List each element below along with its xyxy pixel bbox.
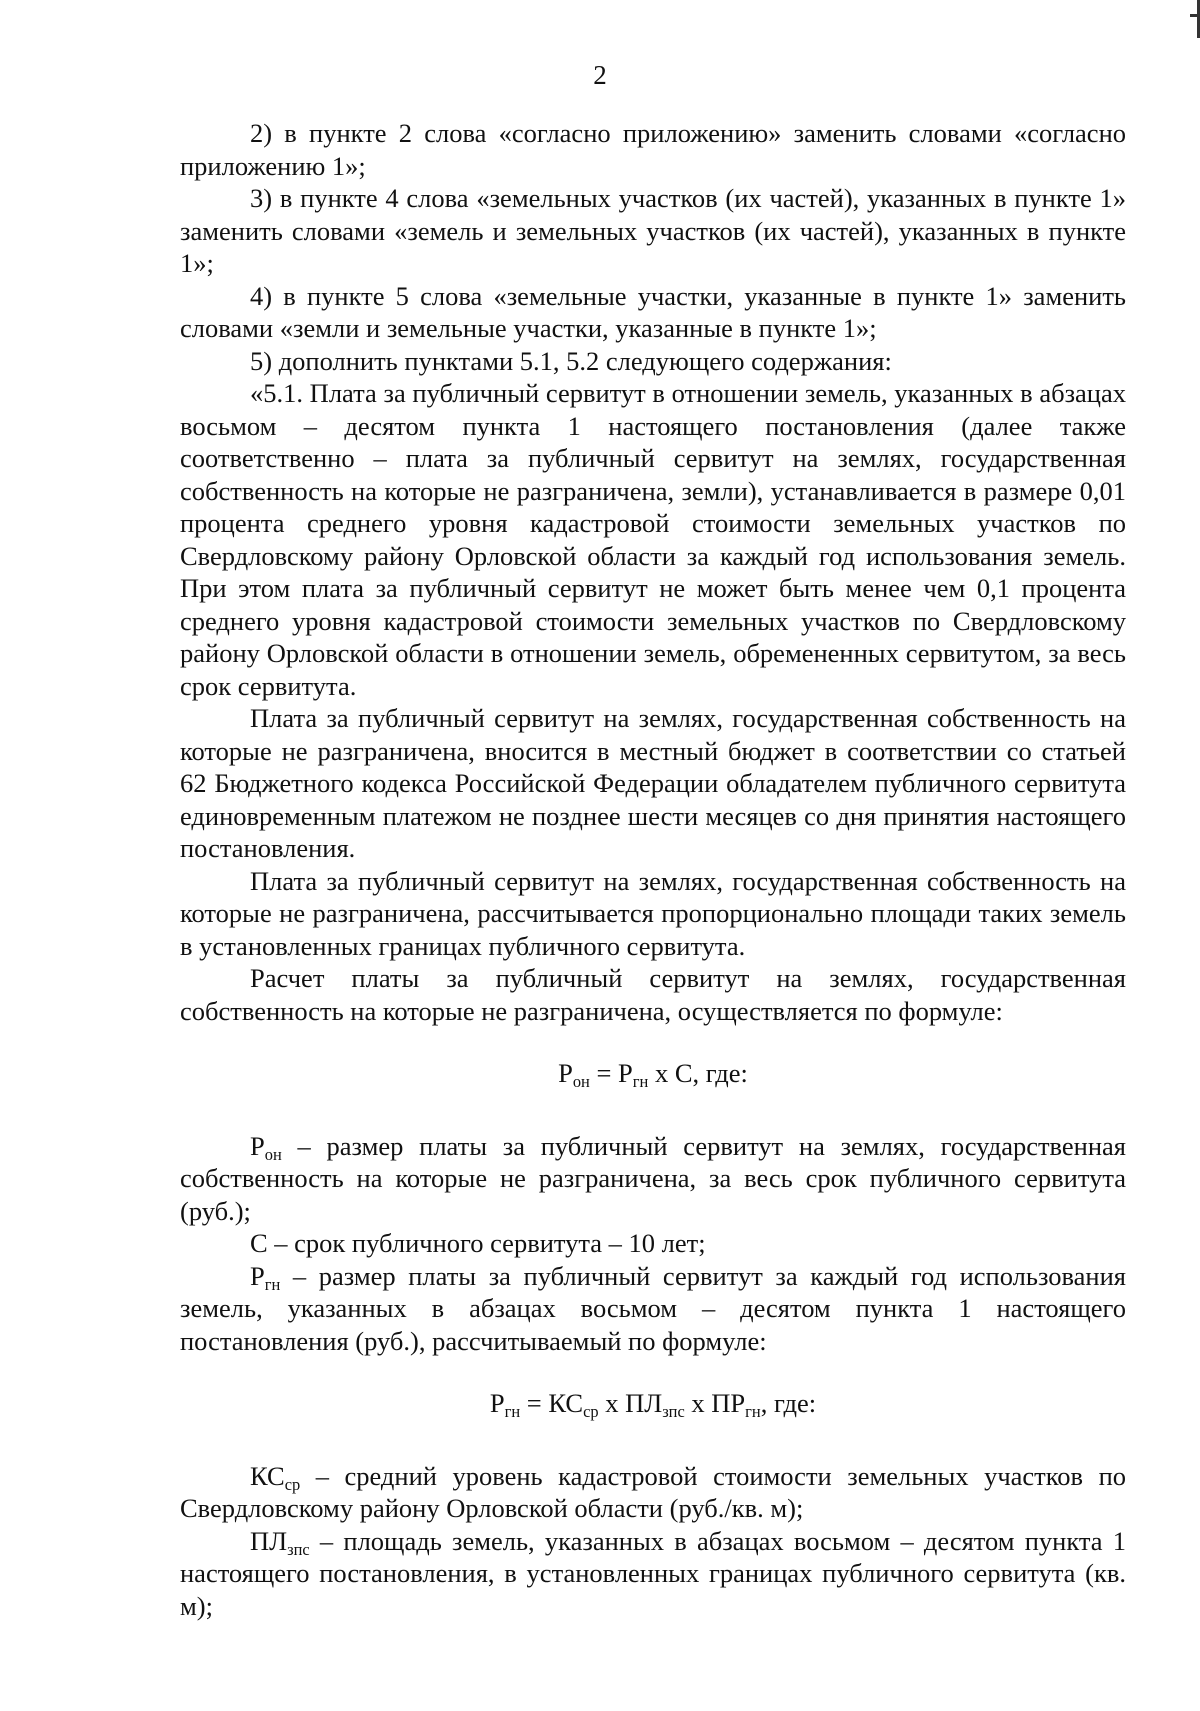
document-body [180,117,1126,1622]
subscript-on: он [264,1144,282,1164]
definition-text: – средний уровень кадастровой стоимости земельных участков по Свердловскому району Орловской области (руб./кв. м); [180,1460,1126,1523]
formula-times: х [684,1388,712,1418]
formula-tail: , где: [760,1388,817,1418]
formula-times: х [598,1388,626,1418]
subscript-zps: зпс [287,1539,310,1559]
subscript-on: он [572,1071,590,1091]
symbol-p: Р [618,1058,633,1088]
definition-text: – размер платы за публичный сервитут за каждый год использования земель, указанных в абзацах восьмом – десятом пункта 1 настоящего постановления (руб.), рассчитываемый по формуле: [180,1260,1126,1356]
symbol-ks: КС [250,1460,285,1491]
definition-text: – площадь земель, указанных в абзацах восьмом – десятом пункта 1 настоящего постановления, в установленных границах публичного сервитута (кв. м); [180,1525,1126,1621]
page-number: 2 [593,60,607,90]
subscript-sr: ср [284,1474,301,1494]
paragraph-payment-deposit: Плата за публичный сервитут на землях, государственная собственность на которые не разграничена, вносится в местный бюджет в соответствии со статьей 62 Бюджетного кодекса Российской Федерации обладателем публичного сервитута единовременным платежом не позднее шести месяцев со дня принятия настоящего постановления. [180,703,1126,863]
paragraph-item-3: 3) в пункте 4 слова «земельных участков (их частей), указанных в пункте 1» заменить словами «земель и земельных участков (их частей), указанных в пункте 1»; [180,183,1126,278]
paragraph-item-5: 5) дополнить пунктами 5.1, 5.2 следующего содержания: [250,345,892,376]
paragraph-calculation-intro: Расчет платы за публичный сервитут на землях, государственная собственность на которые не разграничена, осуществляется по формуле: [180,963,1126,1026]
symbol-p: Р [558,1058,573,1088]
formula-annual-payment [180,1387,1126,1420]
symbol-pr: ПР [711,1388,746,1418]
formula-tail: х С, где: [648,1058,748,1088]
subscript-zps: зпс [662,1401,685,1421]
definition-p-on [180,1130,1126,1228]
symbol-p: Р [250,1260,265,1291]
symbol-ks: КС [548,1388,584,1418]
definition-p-gn [180,1260,1126,1358]
paragraph-item-2: 2) в пункте 2 слова «согласно приложению» заменить словами «согласно приложению 1»; [180,118,1126,181]
definition-pl-zps [180,1525,1126,1623]
formula-equals: = [589,1058,619,1088]
scan-edge-tick [1190,14,1200,17]
paragraph-item-4: 4) в пункте 5 слова «земельные участки, указанные в пункте 1» заменить словами «земли и земельные участки, указанные в пункте 1»; [180,280,1126,343]
definition-c: С – срок публичного сервитута – 10 лет; [250,1228,706,1258]
subscript-gn: гн [504,1401,521,1421]
subscript-gn: гн [632,1071,649,1091]
definition-ks-sr [180,1460,1126,1525]
formula-equals: = [520,1388,549,1418]
subscript-sr: ср [583,1401,599,1421]
paragraph-5-1: «5.1. Плата за публичный сервитут в отношении земель, указанных в абзацах восьмом – десятом пункта 1 настоящего постановления (далее также соответственно – плата за публичный сервитут на землях, государственная собственность на которые не разграничена, земли), устанавливается в размере 0,01 процента среднего уровня кадастровой стоимости земельных участков по Свердловскому району Орловской области за каждый год использования земель. При этом плата за публичный сервитут не может быть менее чем 0,1 процента среднего уровня кадастровой стоимости земельных участков по Свердловскому району Орловской области в отношении земель, обремененных сервитутом, за весь срок сервитута. [180,378,1126,701]
subscript-gn: гн [745,1401,761,1421]
symbol-pl: ПЛ [625,1388,663,1418]
symbol-pl: ПЛ [250,1525,288,1556]
symbol-p: Р [489,1388,505,1418]
definition-text: – размер платы за публичный сервитут на землях, государственная собственность на которые не разграничена, за весь срок публичного сервитута (руб.); [180,1130,1126,1226]
symbol-p: Р [250,1130,265,1161]
paragraph-payment-proportional: Плата за публичный сервитут на землях, государственная собственность на которые не разграничена, рассчитывается пропорционально площади таких земель в установленных границах публичного сервитута. [180,865,1126,961]
formula-total-payment [180,1057,1126,1090]
subscript-gn: гн [264,1274,281,1294]
